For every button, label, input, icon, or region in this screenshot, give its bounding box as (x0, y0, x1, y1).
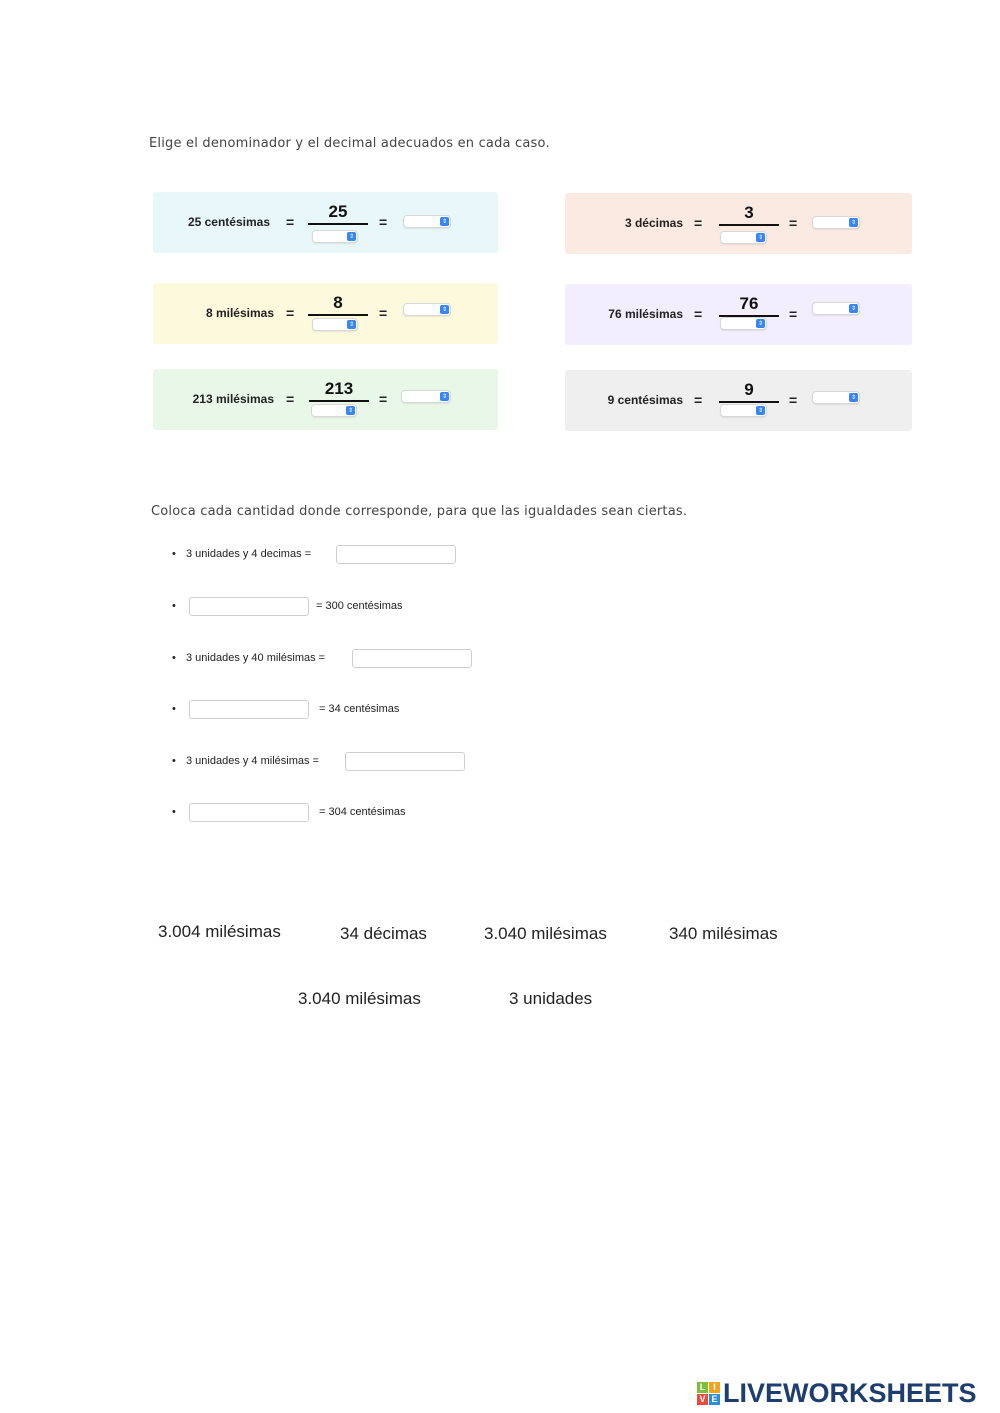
fraction-bar (308, 314, 368, 316)
denominator-select[interactable] (312, 230, 358, 243)
card-label: 9 centésimas (607, 393, 683, 407)
fraction-bar (308, 223, 368, 225)
numerator: 8 (333, 293, 343, 312)
numerator: 3 (744, 203, 754, 222)
row-text: 3 unidades y 4 milésimas = (186, 755, 319, 767)
fraction-bar (719, 224, 779, 226)
chevron-updown-icon: ⇕ (850, 305, 857, 312)
card-label: 8 milésimas (205, 306, 274, 320)
equals-sign: = (379, 214, 388, 230)
equals-sign: = (694, 392, 703, 408)
decimal-select[interactable] (403, 215, 451, 228)
card-label: 213 milésimas (192, 392, 274, 406)
word-bank-item[interactable]: 34 décimas (340, 924, 427, 943)
denominator-select[interactable] (720, 231, 767, 244)
equals-sign: = (286, 391, 295, 407)
equals-sign: = (379, 305, 388, 321)
numerator: 76 (739, 294, 759, 313)
chevron-updown-icon: ⇕ (441, 393, 448, 400)
equals-sign: = (286, 305, 295, 321)
equals-sign: = (694, 306, 703, 322)
fraction-card (153, 192, 498, 253)
fraction-card (153, 369, 498, 430)
row-text: 3 unidades y 40 milésimas = (186, 652, 326, 664)
row-text: = 34 centésimas (319, 703, 400, 715)
word-bank-item[interactable]: 3.040 milésimas (298, 989, 421, 1008)
chevron-updown-icon: ⇕ (441, 218, 448, 225)
numerator: 9 (744, 380, 754, 399)
row-text: = 304 centésimas (319, 806, 406, 818)
equals-sign: = (789, 392, 798, 408)
card-label: 76 milésimas (608, 307, 683, 321)
chevron-updown-icon: ⇕ (757, 234, 764, 241)
answer-drop-box[interactable] (336, 545, 456, 564)
fraction-card (153, 283, 498, 344)
logo-letter: I (709, 1382, 720, 1393)
row-text: = 300 centésimas (316, 600, 403, 612)
answer-drop-box[interactable] (189, 700, 309, 719)
equals-sign: = (286, 214, 295, 230)
brand-watermark (697, 1378, 977, 1408)
equals-sign: = (379, 391, 388, 407)
chevron-updown-icon: ⇕ (347, 407, 354, 414)
denominator-select[interactable] (720, 317, 767, 330)
word-bank-item[interactable]: 340 milésimas (669, 924, 778, 943)
decimal-select[interactable] (401, 390, 451, 403)
brand-name: LIVEWORKSHEETS (723, 1377, 977, 1408)
decimal-select[interactable] (403, 303, 451, 316)
fraction-card (565, 370, 912, 431)
logo-letter: E (709, 1394, 720, 1405)
brand-logo-icon (697, 1382, 720, 1405)
denominator-select[interactable] (312, 318, 358, 331)
instruction-2: Coloca cada cantidad donde corresponde, para que las igualdades sean ciertas. (151, 504, 688, 519)
equals-sign: = (694, 215, 703, 231)
answer-drop-box[interactable] (189, 803, 309, 822)
chevron-updown-icon: ⇕ (850, 219, 857, 226)
logo-letter: L (697, 1382, 708, 1393)
word-bank-item[interactable]: 3.004 milésimas (158, 922, 281, 941)
bullet: • (172, 806, 176, 818)
numerator: 213 (324, 379, 354, 398)
chevron-updown-icon: ⇕ (757, 320, 764, 327)
chevron-updown-icon: ⇕ (348, 321, 355, 328)
card-label: 3 décimas (624, 216, 683, 230)
fraction-card (565, 284, 912, 345)
word-bank-item[interactable]: 3 unidades (509, 989, 593, 1008)
equals-sign: = (789, 306, 798, 322)
chevron-updown-icon: ⇕ (348, 233, 355, 240)
row-text: 3 unidades y 4 decimas = (186, 548, 312, 560)
decimal-select[interactable] (812, 302, 860, 315)
bullet: • (172, 600, 176, 612)
chevron-updown-icon: ⇕ (441, 306, 448, 313)
answer-drop-box[interactable] (189, 597, 309, 616)
chevron-updown-icon: ⇕ (850, 394, 857, 401)
fraction-bar (309, 400, 369, 402)
equals-sign: = (789, 215, 798, 231)
numerator: 25 (328, 202, 348, 221)
fraction-bar (719, 401, 779, 403)
bullet: • (172, 703, 176, 715)
bullet: • (172, 548, 176, 560)
bullet: • (172, 755, 176, 767)
answer-drop-box[interactable] (352, 649, 472, 668)
bullet: • (172, 652, 176, 664)
denominator-select[interactable] (311, 404, 357, 417)
instruction-1: Elige el denominador y el decimal adecuados en cada caso. (149, 136, 550, 151)
denominator-select[interactable] (720, 404, 767, 417)
chevron-updown-icon: ⇕ (757, 407, 764, 414)
decimal-select[interactable] (812, 391, 860, 404)
answer-drop-box[interactable] (345, 752, 465, 771)
card-label: 25 centésimas (187, 215, 270, 229)
decimal-select[interactable] (812, 216, 860, 229)
logo-letter: V (697, 1394, 708, 1405)
word-bank-item[interactable]: 3.040 milésimas (484, 924, 607, 943)
fraction-card (565, 193, 912, 254)
